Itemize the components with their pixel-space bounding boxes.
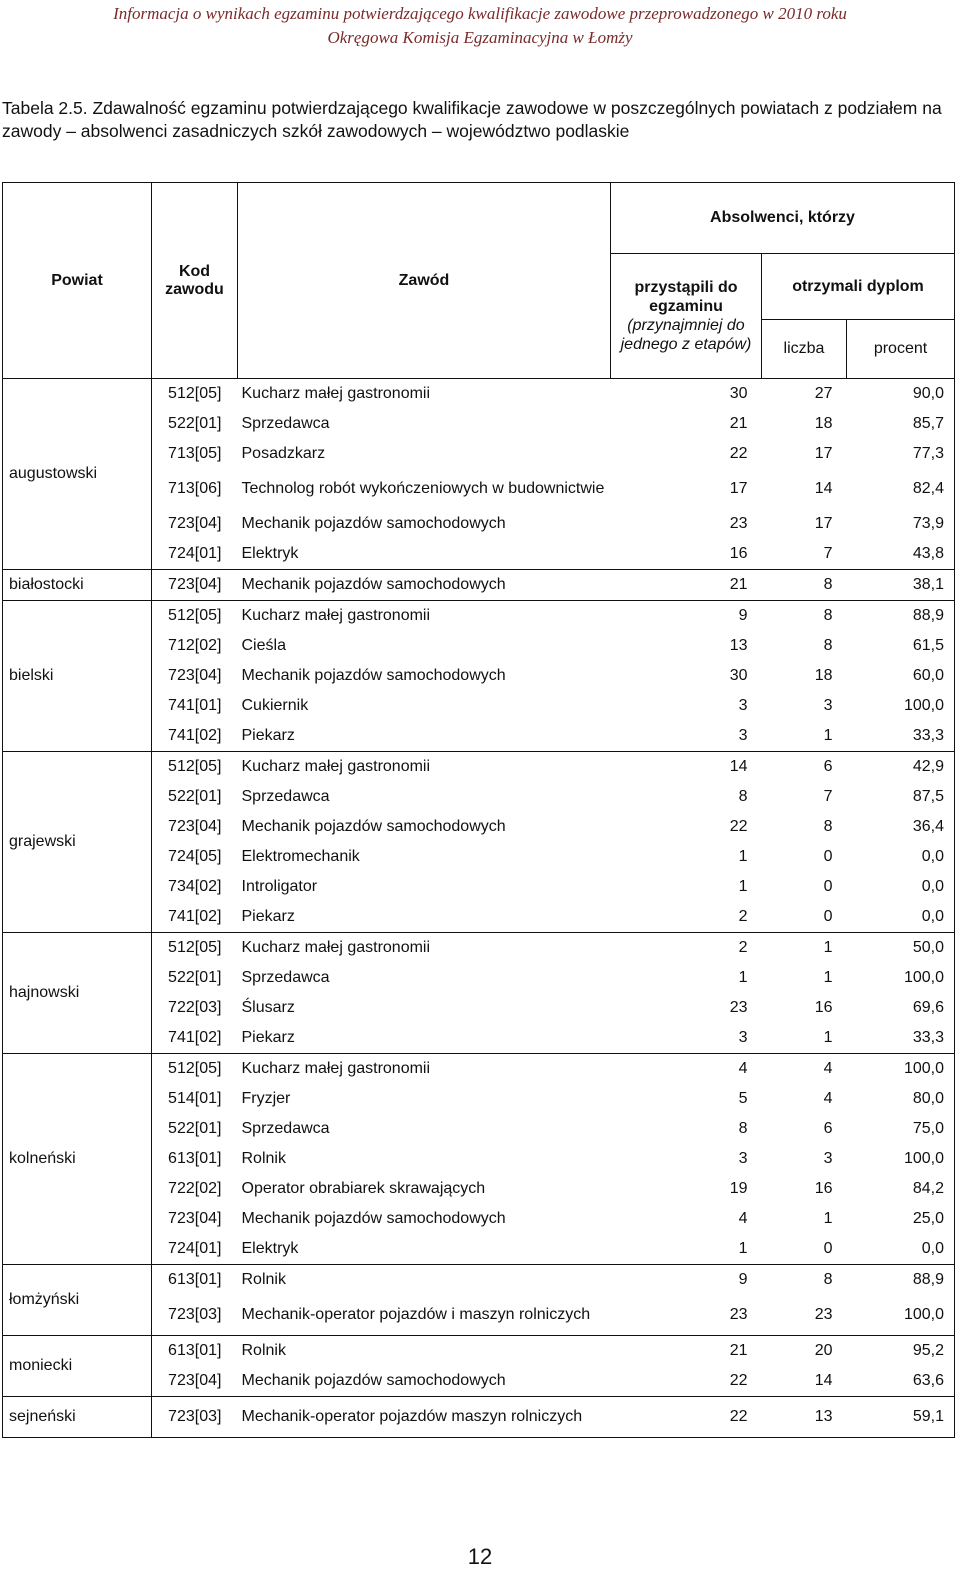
kod-cell: 723[03]	[152, 1397, 238, 1438]
kod-cell: 712[02]	[168, 637, 222, 654]
procent-cell: 33,3	[847, 721, 955, 752]
kod-cell: 724[01]	[168, 545, 222, 562]
liczba-cell: 4	[762, 1054, 847, 1085]
przystapili-cell: 22	[729, 818, 748, 835]
liczba-cell: 0	[823, 848, 833, 865]
zawod-cell: Kucharz małej gastronomii	[238, 379, 611, 410]
procent-cell: 88,9	[847, 601, 955, 632]
kod-cell: 522[01]	[168, 969, 222, 986]
kod-cell: 713[05]	[168, 445, 222, 462]
liczba-cell: 13	[762, 1397, 847, 1438]
liczba-cell: 7	[823, 788, 833, 805]
przystapili-cell: 2	[738, 908, 748, 925]
zawod-cell: Technolog robót wykończeniowych w budownictwie	[241, 480, 605, 497]
liczba-cell: 0	[823, 878, 833, 895]
przystapili-cell: 17	[729, 480, 748, 497]
procent-cell: 85,7	[847, 409, 955, 439]
zawod-cell: Elektryk	[241, 1240, 299, 1257]
procent-cell: 25,0	[847, 1204, 955, 1234]
liczba-cell: 0	[823, 1240, 833, 1257]
zawod-cell: Cukiernik	[241, 697, 309, 714]
table-row	[3, 379, 955, 410]
przystapili-cell: 1	[738, 1240, 748, 1257]
kod-cell: 522[01]	[168, 415, 222, 432]
powiat-cell: białostocki	[3, 570, 152, 601]
header-absolwenci: Absolwenci, którzy	[611, 183, 955, 254]
liczba-cell: 8	[762, 601, 847, 632]
kod-cell: 723[04]	[152, 570, 238, 601]
header-procent: procent	[847, 320, 955, 379]
table-row	[3, 1054, 955, 1085]
table-row	[3, 570, 955, 601]
liczba-cell: 14	[814, 480, 833, 497]
przystapili-cell: 4	[611, 1054, 762, 1085]
zawod-cell: Sprzedawca	[241, 415, 330, 432]
header-line-2: Okręgowa Komisja Egzaminacyjna w Łomży	[327, 28, 633, 47]
header-przystapili: przystąpili do egzaminu	[634, 279, 738, 315]
przystapili-cell: 14	[611, 752, 762, 783]
kod-cell: 613[01]	[168, 1150, 222, 1167]
przystapili-cell: 21	[611, 1336, 762, 1367]
liczba-cell: 18	[814, 415, 833, 432]
procent-cell: 0,0	[847, 1234, 955, 1265]
przystapili-cell: 23	[729, 515, 748, 532]
powiat-cell: grajewski	[3, 752, 152, 933]
przystapili-cell: 30	[729, 667, 748, 684]
liczba-cell: 6	[762, 752, 847, 783]
header-zawod: Zawód	[238, 183, 611, 379]
kod-cell: 724[05]	[168, 848, 222, 865]
procent-cell: 90,0	[847, 379, 955, 410]
zawod-cell: Sprzedawca	[241, 788, 330, 805]
przystapili-cell: 16	[729, 545, 748, 562]
liczba-cell: 14	[814, 1372, 833, 1389]
liczba-cell: 16	[814, 1180, 833, 1197]
procent-cell: 100,0	[847, 1295, 955, 1336]
przystapili-cell: 3	[738, 727, 748, 744]
przystapili-cell: 19	[729, 1180, 748, 1197]
kod-cell: 713[06]	[168, 480, 222, 497]
przystapili-cell: 5	[738, 1090, 748, 1107]
zawod-cell: Mechanik pojazdów samochodowych	[238, 570, 611, 601]
procent-cell: 80,0	[847, 1084, 955, 1114]
przystapili-cell: 9	[611, 1265, 762, 1296]
przystapili-cell: 21	[729, 415, 748, 432]
zawod-cell: Posadzkarz	[241, 445, 326, 462]
zawod-cell: Elektromechanik	[241, 848, 360, 865]
powiat-cell: sejneński	[3, 1397, 152, 1438]
przystapili-cell: 1	[738, 848, 748, 865]
zawod-cell: Elektryk	[241, 545, 299, 562]
liczba-cell: 20	[762, 1336, 847, 1367]
liczba-cell: 17	[814, 515, 833, 532]
kod-cell: 512[05]	[152, 601, 238, 632]
procent-cell: 100,0	[847, 963, 955, 993]
kod-cell: 514[01]	[168, 1090, 222, 1107]
kod-cell: 522[01]	[168, 1120, 222, 1137]
header-przystapili-note: (przynajmniej do jednego z etapów)	[620, 317, 752, 353]
table-caption: Tabela 2.5. Zdawalność egzaminu potwierdzającego kwalifikacje zawodowe w poszczególnych powiatach z podziałem na zawody – absolwenci zasadniczych szkół zawodowych – województwo podlaskie	[2, 98, 942, 141]
procent-cell: 43,8	[847, 539, 955, 570]
kod-cell: 722[02]	[168, 1180, 222, 1197]
przystapili-cell: 22	[611, 1397, 762, 1438]
procent-cell: 100,0	[847, 1054, 955, 1085]
table-row	[3, 933, 955, 964]
table-row	[3, 601, 955, 632]
zawod-cell: Mechanik-operator pojazdów i maszyn rolniczych	[241, 1306, 591, 1323]
table-row	[3, 1265, 955, 1296]
zawod-cell: Cieśla	[241, 637, 286, 654]
procent-cell: 59,1	[847, 1397, 955, 1438]
zawod-cell: Fryzjer	[241, 1090, 291, 1107]
powiat-cell: moniecki	[3, 1336, 152, 1397]
procent-cell: 69,6	[847, 993, 955, 1023]
liczba-cell: 3	[823, 1150, 833, 1167]
procent-cell: 100,0	[847, 691, 955, 721]
liczba-cell: 8	[762, 570, 847, 601]
przystapili-cell: 21	[611, 570, 762, 601]
kod-cell: 734[02]	[168, 878, 222, 895]
liczba-cell: 23	[814, 1306, 833, 1323]
zawod-cell: Rolnik	[238, 1265, 611, 1296]
header-przystapili-cell	[611, 254, 762, 379]
liczba-cell: 1	[823, 1210, 833, 1227]
liczba-cell: 17	[814, 445, 833, 462]
header-powiat: Powiat	[3, 183, 152, 379]
przystapili-cell: 13	[729, 637, 748, 654]
procent-cell: 63,6	[847, 1366, 955, 1397]
liczba-cell: 1	[823, 969, 833, 986]
table-row	[3, 1397, 955, 1438]
page-number: 12	[467, 1544, 493, 1569]
liczba-cell: 0	[823, 908, 833, 925]
zawod-cell: Mechanik pojazdów samochodowych	[241, 1210, 506, 1227]
kod-cell: 512[05]	[152, 379, 238, 410]
kod-cell: 512[05]	[152, 1054, 238, 1085]
procent-cell: 36,4	[847, 812, 955, 842]
kod-cell: 512[05]	[152, 933, 238, 964]
zawod-cell: Mechanik pojazdów samochodowych	[241, 818, 506, 835]
zawod-cell: Piekarz	[241, 1029, 295, 1046]
procent-cell: 0,0	[847, 902, 955, 933]
zawod-cell: Rolnik	[241, 1150, 286, 1167]
zawod-cell: Introligator	[241, 878, 318, 895]
zawod-cell: Kucharz małej gastronomii	[238, 601, 611, 632]
przystapili-cell: 8	[738, 1120, 748, 1137]
table-header	[3, 183, 955, 379]
kod-cell: 723[03]	[168, 1306, 222, 1323]
results-table	[2, 182, 955, 1438]
przystapili-cell: 2	[611, 933, 762, 964]
kod-cell: 723[04]	[168, 1372, 222, 1389]
procent-cell: 95,2	[847, 1336, 955, 1367]
procent-cell: 38,1	[847, 570, 955, 601]
zawod-cell: Sprzedawca	[241, 969, 330, 986]
kod-cell: 723[04]	[168, 667, 222, 684]
powiat-cell: bielski	[3, 601, 152, 752]
zawod-cell: Kucharz małej gastronomii	[238, 752, 611, 783]
przystapili-cell: 9	[611, 601, 762, 632]
zawod-cell: Piekarz	[241, 727, 295, 744]
kod-cell: 512[05]	[152, 752, 238, 783]
header-otrzymali: otrzymali dyplom	[762, 254, 955, 320]
kod-cell: 741[01]	[168, 697, 222, 714]
powiat-cell: hajnowski	[3, 933, 152, 1054]
kod-cell: 722[03]	[168, 999, 222, 1016]
liczba-cell: 4	[823, 1090, 833, 1107]
liczba-cell: 8	[823, 818, 833, 835]
procent-cell: 61,5	[847, 631, 955, 661]
header-kod: Kod zawodu	[152, 183, 238, 379]
liczba-cell: 3	[823, 697, 833, 714]
procent-cell: 33,3	[847, 1023, 955, 1054]
liczba-cell: 7	[823, 545, 833, 562]
liczba-cell: 1	[762, 933, 847, 964]
procent-cell: 75,0	[847, 1114, 955, 1144]
przystapili-cell: 30	[611, 379, 762, 410]
kod-cell: 724[01]	[168, 1240, 222, 1257]
procent-cell: 60,0	[847, 661, 955, 691]
table-row	[3, 752, 955, 783]
zawod-cell: Piekarz	[241, 908, 295, 925]
kod-cell: 741[02]	[168, 908, 222, 925]
przystapili-cell: 3	[738, 697, 748, 714]
przystapili-cell: 22	[729, 445, 748, 462]
procent-cell: 84,2	[847, 1174, 955, 1204]
procent-cell: 88,9	[847, 1265, 955, 1296]
procent-cell: 0,0	[847, 842, 955, 872]
table-body	[3, 379, 955, 1438]
procent-cell: 73,9	[847, 509, 955, 539]
zawod-cell: Sprzedawca	[241, 1120, 330, 1137]
przystapili-cell: 3	[738, 1029, 748, 1046]
kod-cell: 741[02]	[168, 727, 222, 744]
header-line-1: Informacja o wynikach egzaminu potwierdzającego kwalifikacje zawodowe przeprowadzonego w 2010 roku	[113, 4, 847, 23]
zawod-cell: Mechanik pojazdów samochodowych	[241, 1372, 506, 1389]
zawod-cell: Kucharz małej gastronomii	[238, 933, 611, 964]
przystapili-cell: 1	[738, 969, 748, 986]
procent-cell: 50,0	[847, 933, 955, 964]
kod-cell: 522[01]	[168, 788, 222, 805]
document-header	[0, 2, 960, 50]
liczba-cell: 8	[762, 1265, 847, 1296]
przystapili-cell: 23	[729, 999, 748, 1016]
przystapili-cell: 1	[738, 878, 748, 895]
header-liczba: liczba	[762, 320, 847, 379]
przystapili-cell: 4	[738, 1210, 748, 1227]
procent-cell: 42,9	[847, 752, 955, 783]
procent-cell: 87,5	[847, 782, 955, 812]
procent-cell: 0,0	[847, 872, 955, 902]
kod-cell: 613[01]	[152, 1336, 238, 1367]
zawod-cell: Operator obrabiarek skrawających	[241, 1180, 486, 1197]
powiat-cell: kolneński	[3, 1054, 152, 1265]
zawod-cell: Mechanik-operator pojazdów maszyn rolniczych	[238, 1397, 611, 1438]
zawod-cell: Mechanik pojazdów samochodowych	[241, 515, 506, 532]
liczba-cell: 16	[814, 999, 833, 1016]
przystapili-cell: 8	[738, 788, 748, 805]
table-row	[3, 1336, 955, 1367]
kod-cell: 613[01]	[152, 1265, 238, 1296]
powiat-cell: łomżyński	[3, 1265, 152, 1336]
powiat-cell: augustowski	[3, 379, 152, 570]
procent-cell: 77,3	[847, 439, 955, 469]
zawod-cell: Mechanik pojazdów samochodowych	[241, 667, 506, 684]
przystapili-cell: 3	[738, 1150, 748, 1167]
przystapili-cell: 22	[729, 1372, 748, 1389]
liczba-cell: 6	[823, 1120, 833, 1137]
przystapili-cell: 23	[729, 1306, 748, 1323]
zawod-cell: Kucharz małej gastronomii	[238, 1054, 611, 1085]
kod-cell: 741[02]	[168, 1029, 222, 1046]
procent-cell: 82,4	[847, 469, 955, 509]
kod-cell: 723[04]	[168, 1210, 222, 1227]
liczba-cell: 1	[823, 727, 833, 744]
procent-cell: 100,0	[847, 1144, 955, 1174]
zawod-cell: Ślusarz	[241, 999, 295, 1016]
kod-cell: 723[04]	[168, 818, 222, 835]
liczba-cell: 1	[823, 1029, 833, 1046]
liczba-cell: 27	[762, 379, 847, 410]
zawod-cell: Rolnik	[238, 1336, 611, 1367]
liczba-cell: 8	[823, 637, 833, 654]
liczba-cell: 18	[814, 667, 833, 684]
kod-cell: 723[04]	[168, 515, 222, 532]
